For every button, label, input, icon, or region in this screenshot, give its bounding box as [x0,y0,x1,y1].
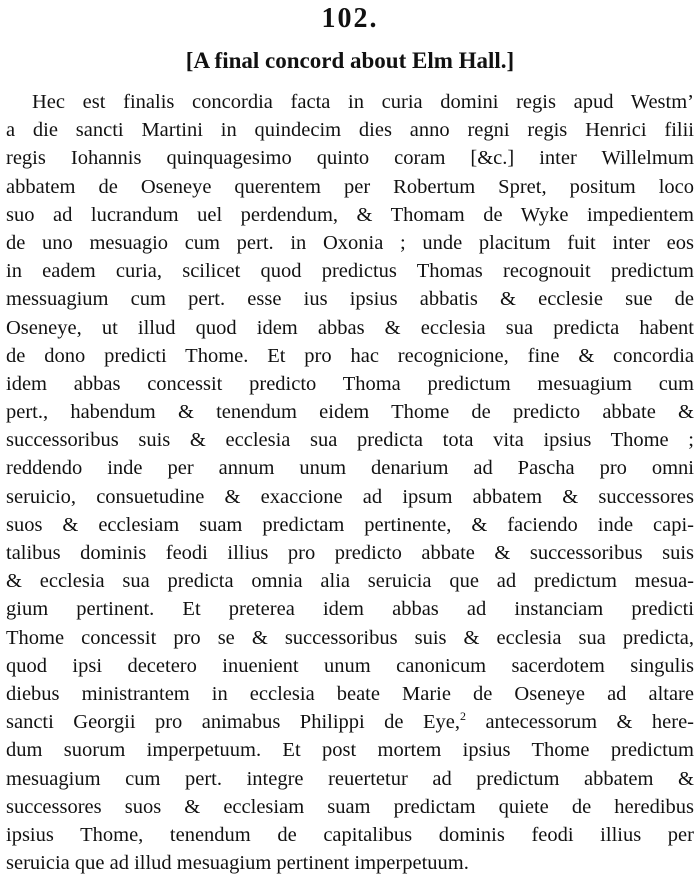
text-line: seruicia que ad illud mesuagium pertinent imperpetuum. [6,852,469,875]
text-line: diebus ministrantem in ecclesia beate Marie de Oseneye ad altare [6,682,694,705]
text-line: abbatem de Oseneye querentem per Robertum Spret, positum loco [6,175,694,198]
text-line: mesuagium cum pert. integre reuertetur ad predictum abbatem & [6,767,694,790]
text-line: seruicio, consuetudine & exaccione ad ipsum abbatem & successores [6,485,694,508]
document-number: 102. [321,3,379,34]
text-line: Hec est finalis concordia facta in curia domini regis apud Westm’ [32,91,694,113]
text-line: messuagium cum pert. esse ius ipsius abbatis & ecclesie sue de [6,288,694,311]
text-line: suo ad lucrandum uel perdendum, & Thomam de Wyke impedientem [6,203,694,226]
text-line: dum suorum imperpetuum. Et post mortem ipsius Thome predictum [6,739,694,762]
text-line: successoribus suis & ecclesia sua predicta tota vita ipsius Thome ; [6,429,694,452]
text-line: successores suos & ecclesiam suam predictam quiete de heredibus [6,795,694,818]
text-line: talibus dominis feodi illius pro predicto abbate & successoribus suis [6,542,694,564]
text-line: ipsius Thome, tenendum de capitalibus dominis feodi illius per [6,823,694,846]
text-line: reddendo inde per annum unum denarium ad Pascha pro omni [6,457,694,480]
text-line-part: antecessorum & here- [466,711,694,734]
text-line: quod ipsi decetero inuenient unum canonicum sacerdotem singulis [6,654,694,677]
text-line: de dono predicti Thome. Et pro hac recognicione, fine & concordia [6,344,694,367]
text-line: Oseneye, ut illud quod idem abbas & ecclesia sua predicta habent [6,316,694,339]
text-line: idem abbas concessit predicto Thoma predictum mesuagium cum [6,372,694,395]
text-line: regis Iohannis quinquagesimo quinto coram [&c.] inter Willelmum [6,147,694,170]
document-body [6,88,694,877]
text-line: Thome concessit pro se & successoribus suis & ecclesia sua predicta, [6,626,694,649]
text-line: pert., habendum & tenendum eidem Thome de predicto abbate & [6,401,694,424]
text-line: a die sancti Martini in quindecim dies anno regni regis Henrici filii [6,119,694,142]
text-line: suos & ecclesiam suam predictam pertinente, & faciendo inde capi- [6,513,694,536]
text-line: in eadem curia, scilicet quod predictus Thomas recognouit predictum [6,260,694,283]
document-heading: [A final concord about Elm Hall.] [185,48,515,73]
text-line: de uno mesuagio cum pert. in Oxonia ; unde placitum fuit inter eos [6,231,694,254]
footnote-reference[interactable]: 2 [460,709,466,724]
text-line: & ecclesia sua predicta omnia alia seruicia que ad predictum mesua- [6,570,694,593]
text-line: gium pertinent. Et preterea idem abbas ad instanciam predicti [6,598,694,621]
text-line-part: sancti Georgii pro animabus Philippi de Eye, [6,711,460,734]
text-line-with-footnote [6,708,694,736]
